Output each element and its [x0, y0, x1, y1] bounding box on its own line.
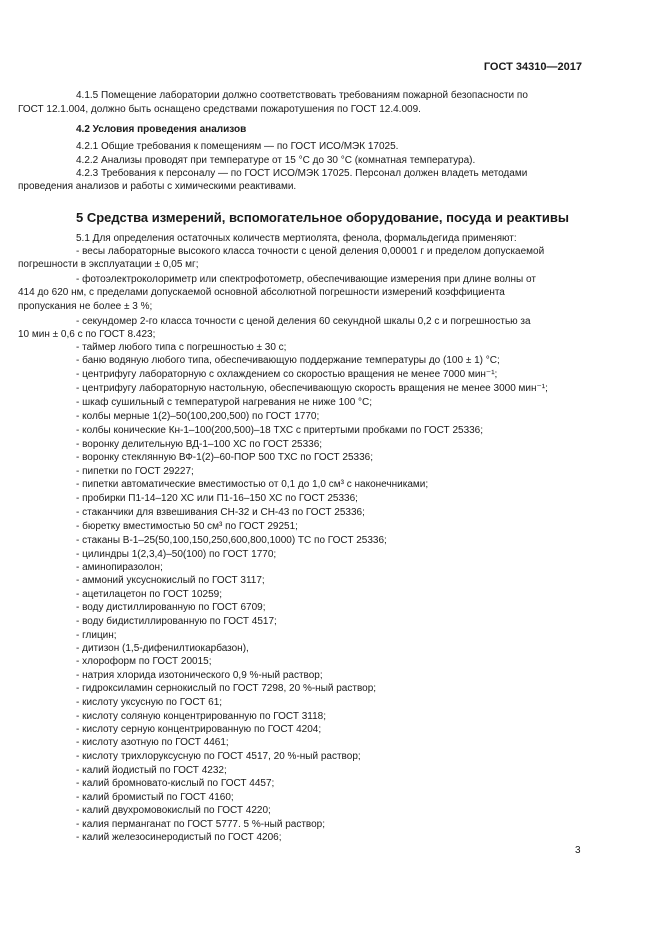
text-line: - аммоний уксуснокислый по ГОСТ 3117; [76, 575, 265, 586]
text-line: 5.1 Для определения остаточных количеств мертиолята, фенола, формальдегида применяют: [76, 233, 517, 244]
text-line: 4.2.2 Анализы проводят при температуре от 15 °С до 30 °С (комнатная температура). [76, 155, 476, 166]
text-line: - глицин; [76, 630, 117, 641]
text-line: - хлороформ по ГОСТ 20015; [76, 656, 212, 667]
text-line: - пробирки П1-14–120 ХС или П1-16–150 ХС по ГОСТ 25336; [76, 493, 358, 504]
text-line: - воронку стеклянную ВФ-1(2)–60-ПОР 500 ТХС по ГОСТ 25336; [76, 452, 374, 463]
page-number: 3 [575, 845, 581, 856]
text-line: - стаканчики для взвешивания СН-32 и СН-43 по ГОСТ 25336; [76, 507, 365, 518]
text-line: - калий двухромовокислый по ГОСТ 4220; [76, 805, 271, 816]
text-line: - калий бромновато-кислый по ГОСТ 4457; [76, 778, 275, 789]
text-line: - баню водяную любого типа, обеспечивающую поддержание температуры до (100 ± 1) °С; [76, 355, 500, 366]
text-line: - ацетилацетон по ГОСТ 10259; [76, 589, 223, 600]
text-line: - натрия хлорида изотонического 0,9 %-ный раствор; [76, 670, 323, 681]
text-line: - шкаф сушильный с температурой нагревания не ниже 100 °С; [76, 397, 373, 408]
text-line: - бюретку вместимостью 50 см³ по ГОСТ 29251; [76, 521, 298, 532]
text-line: - весы лабораторные высокого класса точности с ценой деления 0,00001 г и пределом допускаемой [76, 246, 545, 257]
text-line: 4.2.3 Требования к персоналу — по ГОСТ ИСО/МЭК 17025. Персонал должен владеть методами [76, 168, 528, 179]
text-line: - кислоту серную концентрированную по ГОСТ 4204; [76, 724, 322, 735]
section-heading: 5 Средства измерений, вспомогательное оборудование, посуда и реактивы [76, 210, 569, 225]
text-line: ГОСТ 12.1.004, должно быть оснащено средствами пожаротушения по ГОСТ 12.4.009. [18, 104, 421, 115]
standard-header: ГОСТ 34310—2017 [483, 61, 582, 73]
text-line: 414 до 620 нм, с пределами допускаемой основной абсолютной погрешности измерений коэффициента [18, 287, 505, 298]
text-line: 4.1.5 Помещение лаборатории должно соответствовать требованиям пожарной безопасности по [76, 90, 528, 101]
text-line: - калия перманганат по ГОСТ 5777. 5 %-ный раствор; [76, 819, 325, 830]
text-line: 10 мин ± 0,6 с по ГОСТ 8.423; [18, 329, 156, 340]
text-line: - центрифугу лабораторную настольную, обеспечивающую скорость вращения не менее 3000 мин⁻¹; [76, 383, 548, 394]
text-line: погрешности в эксплуатации ± 0,05 мг; [18, 259, 199, 270]
text-line: - калий железосинеродистый по ГОСТ 4206; [76, 832, 282, 843]
text-line: 4.2.1 Общие требования к помещениям — по ГОСТ ИСО/МЭК 17025. [76, 141, 399, 152]
text-line: - кислоту азотную по ГОСТ 4461; [76, 737, 229, 748]
text-line: - дитизон (1,5-дифенилтиокарбазон), [76, 643, 249, 654]
subsection-heading: 4.2 Условия проведения анализов [76, 124, 247, 135]
text-line: - воду дистиллированную по ГОСТ 6709; [76, 602, 266, 613]
text-line: - фотоэлектроколориметр или спектрофотометр, обеспечивающие измерения при длине волны от [76, 274, 536, 285]
text-line: - калий йодистый по ГОСТ 4232; [76, 765, 227, 776]
text-line: - колбы конические Кн-1–100(200,500)–18 ТХС с притертыми пробками по ГОСТ 25336; [76, 425, 484, 436]
text-line: - таймер любого типа с погрешностью ± 30 с; [76, 342, 287, 353]
text-line: - пипетки автоматические вместимостью от 0,1 до 1,0 см³ с наконечниками; [76, 479, 429, 490]
text-line: - воронку делительную ВД-1–100 ХС по ГОСТ 25336; [76, 439, 323, 450]
text-line: - калий бромистый по ГОСТ 4160; [76, 792, 234, 803]
text-line: - пипетки по ГОСТ 29227; [76, 466, 194, 477]
text-line: - гидроксиламин сернокислый по ГОСТ 7298, 20 %-ный раствор; [76, 683, 377, 694]
text-line: проведения анализов и работы с химическими реактивами. [18, 181, 297, 192]
text-line: - секундомер 2-го класса точности с ценой деления 60 секундной шкалы 0,2 с и погрешностью за [76, 316, 531, 327]
text-line: - центрифугу лабораторную с охлаждением со скоростью вращения не менее 7000 мин⁻¹; [76, 369, 498, 380]
text-line: - кислоту соляную концентрированную по ГОСТ 3118; [76, 711, 326, 722]
text-line: - аминопиразолон; [76, 562, 163, 573]
text-line: - кислоту уксусную по ГОСТ 61; [76, 697, 223, 708]
text-line: - кислоту трихлоруксусную по ГОСТ 4517, 20 %-ный раствор; [76, 751, 361, 762]
text-line: - воду бидистиллированную по ГОСТ 4517; [76, 616, 277, 627]
text-line: - цилиндры 1(2,3,4)–50(100) по ГОСТ 1770; [76, 549, 277, 560]
text-line: - стаканы В-1–25(50,100,150,250,600,800,1000) ТС по ГОСТ 25336; [76, 535, 387, 546]
text-line: пропускания не более ± 3 %; [18, 301, 153, 312]
text-line: - колбы мерные 1(2)–50(100,200,500) по ГОСТ 1770; [76, 411, 320, 422]
